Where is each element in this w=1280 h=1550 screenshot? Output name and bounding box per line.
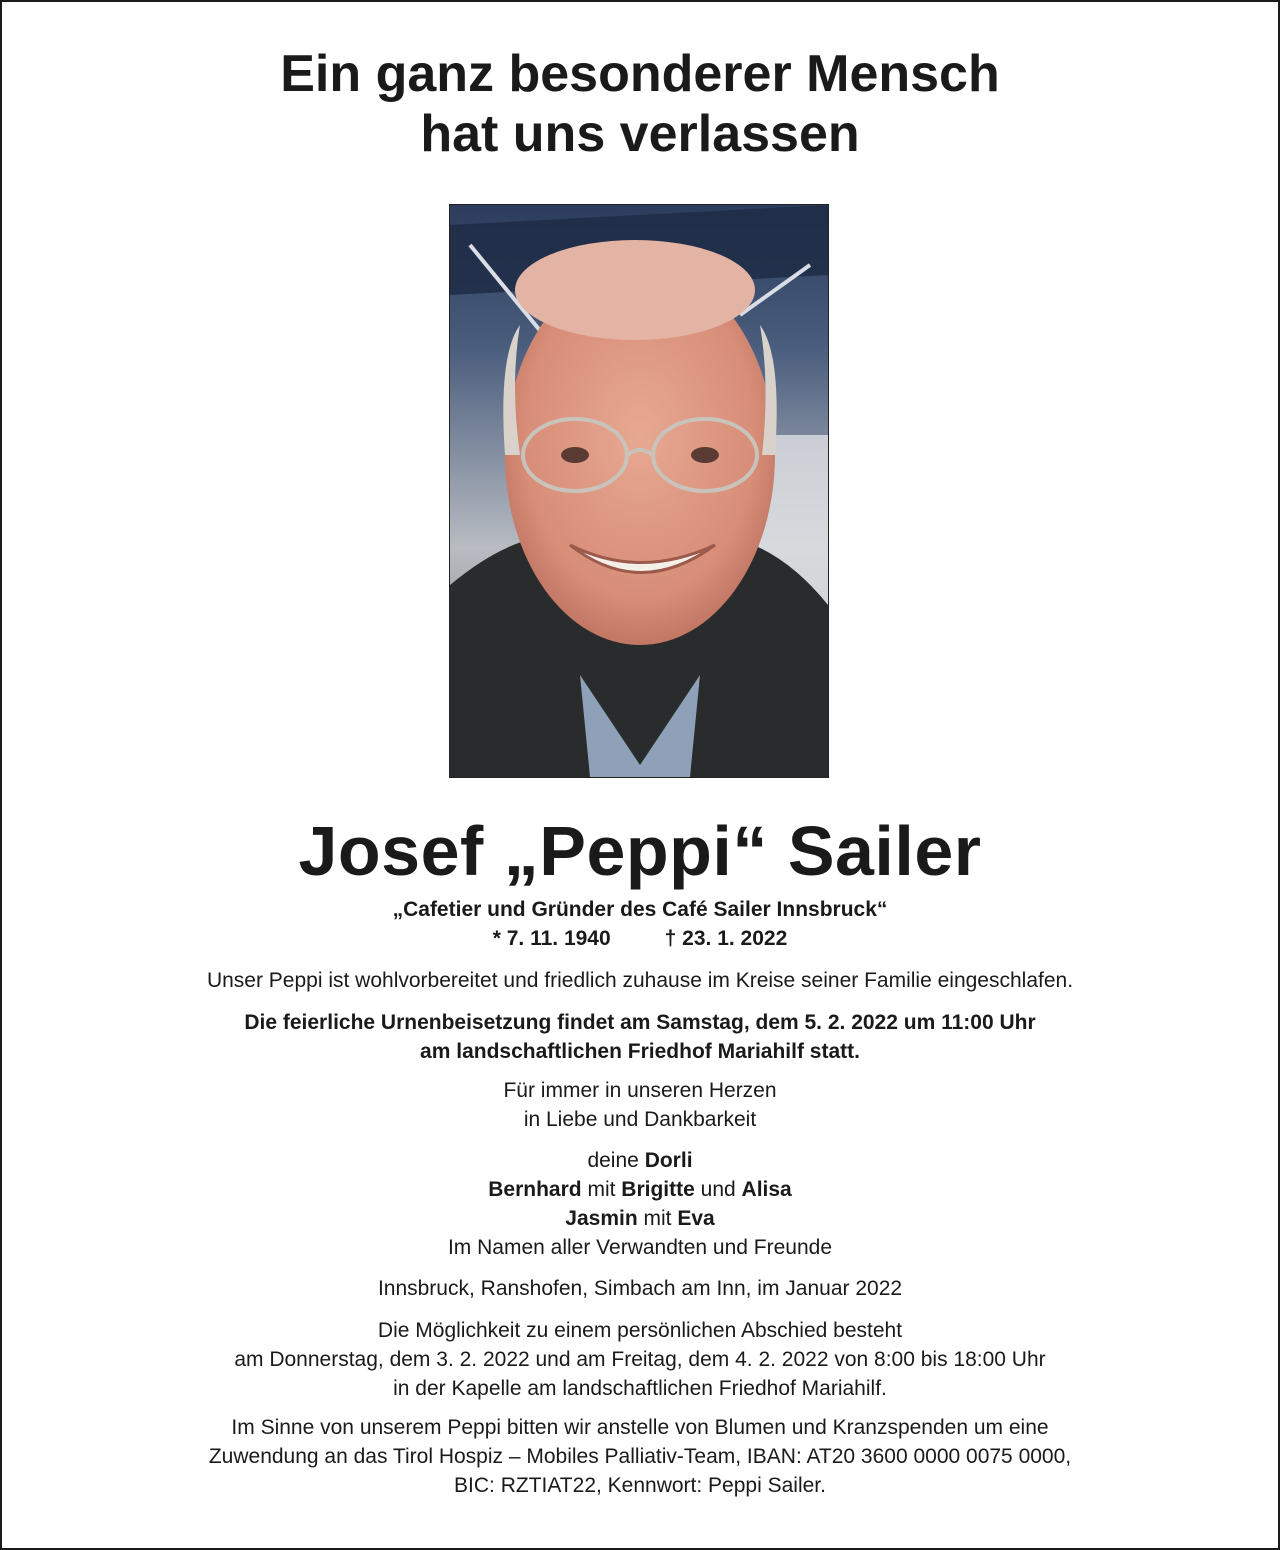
ceremony-line-2: am landschaftlichen Friedhof Mariahilf statt. (420, 1040, 860, 1063)
dedication-line-1: Für immer in unseren Herzen (503, 1079, 777, 1102)
deceased-subtitle: „Cafetier und Gründer des Café Sailer Innsbruck“ (392, 898, 888, 921)
life-dates (0, 925, 1280, 953)
ceremony-notice (0, 1008, 1280, 1066)
dedication (0, 1076, 1280, 1134)
ceremony-line-1: Die feierliche Urnenbeisetzung findet am Samstag, dem 5. 2. 2022 um 11:00 Uhr (244, 1011, 1036, 1034)
name-alisa: Alisa (741, 1178, 792, 1201)
donation-notice (0, 1413, 1280, 1500)
intro-text: Unser Peppi ist wohlvorbereitet und friedlich zuhause im Kreise seiner Familie eingeschlafen. (206, 969, 1074, 992)
farewell-line-2: am Donnerstag, dem 3. 2. 2022 und am Freitag, dem 4. 2. 2022 von 8:00 bis 18:00 Uhr (234, 1348, 1046, 1371)
deceased-name: Josef „Peppi“ Sailer (298, 812, 982, 890)
place-date: Innsbruck, Ranshofen, Simbach am Inn, im Januar 2022 (377, 1277, 903, 1300)
relatives-line: Im Namen aller Verwandten und Freunde (447, 1236, 833, 1259)
headline (0, 44, 1280, 164)
family-line-3: Jasmin mit Eva (565, 1207, 715, 1230)
headline-line-2: hat uns verlassen (420, 105, 860, 163)
donation-line-1: Im Sinne von unserem Peppi bitten wir anstelle von Blumen und Kranzspenden um eine (231, 1416, 1049, 1439)
name-eva: Eva (677, 1207, 715, 1230)
name-dorli: Dorli (644, 1149, 693, 1172)
family-line-1: deine Dorli (587, 1149, 693, 1172)
dedication-line-2: in Liebe und Dankbarkeit (523, 1108, 757, 1131)
birth-date: * 7. 11. 1940 (492, 927, 611, 950)
farewell-line-1: Die Möglichkeit zu einem persönlichen Abschied besteht (377, 1319, 903, 1342)
family-line-2: Bernhard mit Brigitte und Alisa (488, 1178, 792, 1201)
death-date: † 23. 1. 2022 (664, 927, 788, 950)
donation-line-2: Zuwendung an das Tirol Hospiz – Mobiles Palliativ-Team, IBAN: AT20 3600 0000 0075 0000, (208, 1445, 1072, 1468)
farewell-line-3: in der Kapelle am landschaftlichen Friedhof Mariahilf. (393, 1377, 887, 1400)
name-bernhard: Bernhard (488, 1178, 582, 1201)
name-jasmin: Jasmin (565, 1207, 638, 1230)
name-brigitte: Brigitte (621, 1178, 695, 1201)
farewell-notice (0, 1316, 1280, 1403)
headline-line-1: Ein ganz besonderer Mensch (280, 45, 1000, 103)
family-signatures (0, 1146, 1280, 1262)
donation-line-3: BIC: RZTIAT22, Kennwort: Peppi Sailer. (454, 1474, 826, 1497)
portrait-photo (449, 204, 829, 778)
